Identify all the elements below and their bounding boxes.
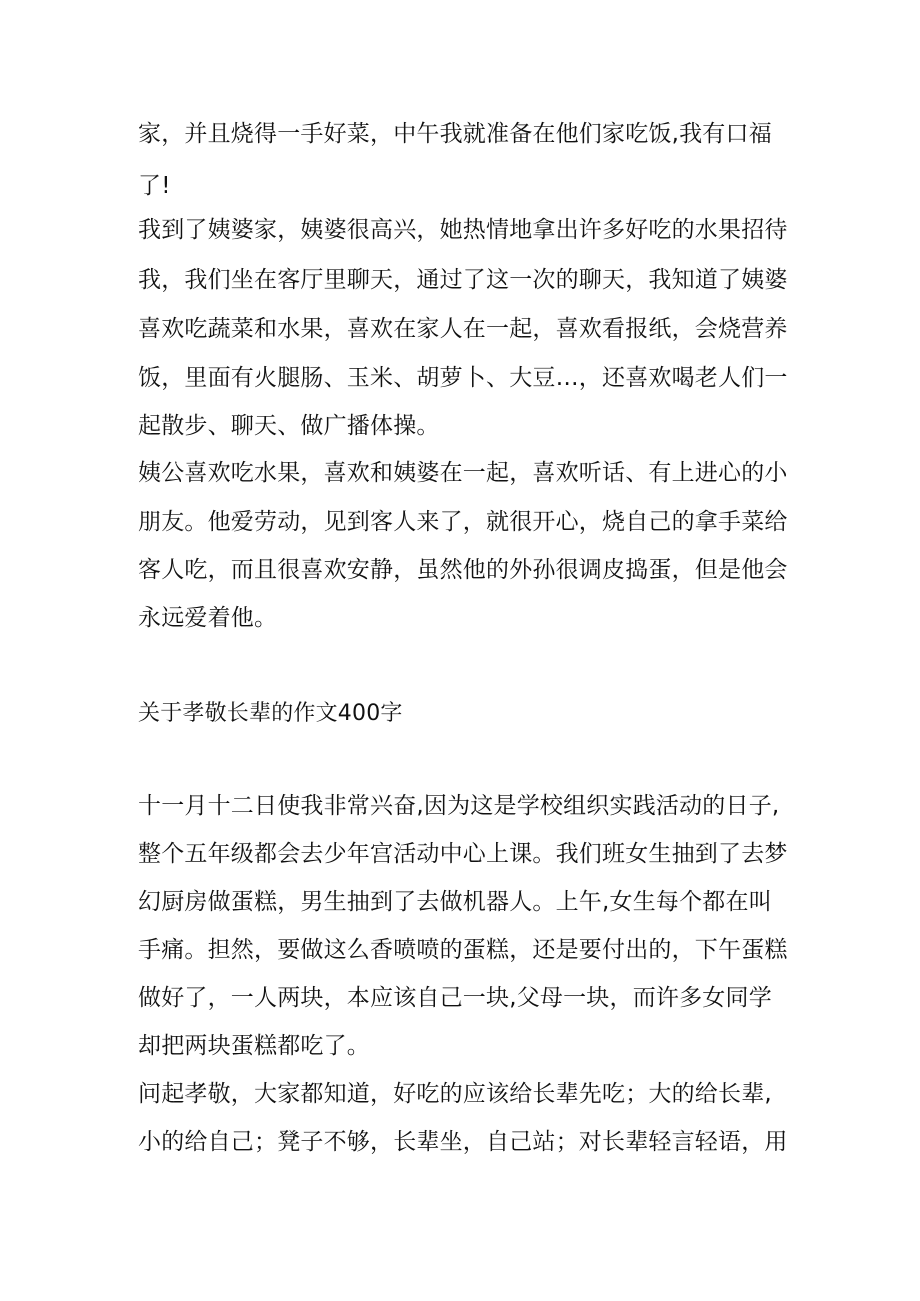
paragraph-line: 朋友。他爱劳动，见到客人来了，就很开心，烧自己的拿手菜给 (138, 509, 788, 535)
paragraph-line: 整个五年级都会去少年宫活动中心上课。我们班女生抽到了去梦 (138, 841, 788, 867)
paragraph-line: 十一月十二日使我非常兴奋,因为这是学校组织实践活动的日子, (138, 793, 780, 819)
paragraph-line: 永远爱着他。 (138, 605, 278, 631)
paragraph-line: 我，我们坐在客厅里聊天，通过了这一次的聊天，我知道了姨婆 (138, 267, 788, 293)
paragraph-line: 客人吃，而且很喜欢安静，虽然他的外孙很调皮捣蛋，但是他会 (138, 557, 788, 583)
paragraph-line: 小的给自己；凳子不够，长辈坐，自己站；对长辈轻言轻语，用 (138, 1129, 788, 1155)
paragraph-line: 喜欢吃蔬菜和水果，喜欢在家人在一起，喜欢看报纸，会烧营养 (138, 316, 788, 342)
paragraph-line: 姨公喜欢吃水果，喜欢和姨婆在一起，喜欢听话、有上进心的小 (138, 460, 788, 486)
paragraph-line: 却把两块蛋糕都吃了。 (138, 1033, 370, 1059)
paragraph-line: 起散步、聊天、做广播体操。 (138, 413, 440, 439)
paragraph-line: 我到了姨婆家，姨婆很高兴，她热情地拿出许多好吃的水果招待 (138, 217, 788, 243)
paragraph-line: 做好了，一人两块，本应该自己一块,父母一块，而许多女同学 (138, 985, 772, 1011)
paragraph-line: 家，并且烧得一手好菜，中午我就准备在他们家吃饭,我有口福 (138, 121, 772, 147)
paragraph-line: 手痛。担然，要做这么香喷喷的蛋糕，还是要付出的，下午蛋糕 (138, 937, 788, 963)
paragraph-line: 饭，里面有火腿肠、玉米、胡萝卜、大豆…，还喜欢喝老人们一 (138, 365, 788, 391)
paragraph-line: 问起孝敬，大家都知道，好吃的应该给长辈先吃；大的给长辈, (138, 1081, 772, 1107)
paragraph-line: 幻厨房做蛋糕，男生抽到了去做机器人。上午,女生每个都在叫 (138, 889, 772, 915)
section-heading: 关于孝敬长辈的作文400字 (138, 701, 403, 726)
paragraph-line: 了! (138, 173, 171, 199)
